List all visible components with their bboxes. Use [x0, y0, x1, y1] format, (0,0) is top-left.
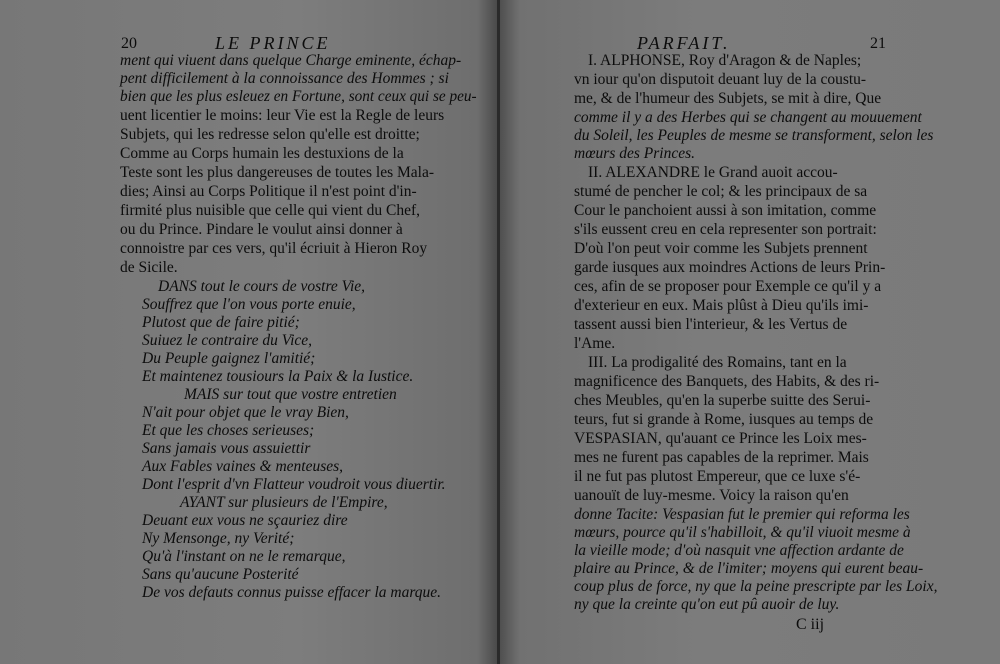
verse-line: Sans qu'aucune Posterité — [142, 566, 299, 583]
text-line: donne Tacite: Vespasian fut le premier qui reforma les — [574, 506, 910, 523]
text-line: bien que les plus esleuez en Fortune, sont ceux qui se peu- — [120, 88, 477, 105]
verse-line: Sans jamais vous assuiettir — [142, 440, 311, 457]
verse-line: Et que les choses serieuses; — [142, 422, 315, 439]
text-line: Teste sont les plus dangereuses de toutes les Mala- — [120, 164, 435, 181]
text-line: connoistre par ces vers, qu'il écriuit à Hieron Roy — [120, 240, 428, 257]
text-line: s'ils eussent creu en cela representer son portrait: — [574, 221, 877, 238]
text-line: magnificence des Banquets, des Habits, & des ri- — [574, 373, 880, 390]
text-line: dies; Ainsi au Corps Politique il n'est point d'in- — [120, 183, 417, 200]
text-line: plaire au Prince, & de l'imiter; moyens qui eurent beau- — [574, 560, 924, 577]
text-line: III. La prodigalité des Romains, tant en la — [588, 354, 847, 371]
text-line: mœurs des Princes. — [574, 145, 695, 162]
text-line: me, & de l'humeur des Subjets, se mit à dire, Que — [574, 90, 882, 107]
verse-line: DANS tout le cours de vostre Vie, — [158, 278, 366, 295]
verse-line: Suiuez le contraire du Vice, — [142, 332, 313, 349]
verse-line: Souffrez que l'on vous porte enuie, — [142, 296, 356, 313]
text-line: ces, afin de se proposer pour Exemple ce qu'il y a — [574, 278, 882, 295]
verse-line: N'ait pour objet que le vray Bien, — [142, 404, 349, 421]
text-line: du Soleil, les Peuples de mesme se transforment, selon les — [574, 127, 934, 144]
page-number: 21 — [870, 35, 886, 52]
text-line: ment qui viuent dans quelque Charge eminente, échap- — [120, 52, 462, 69]
text-line: coup plus de force, ny que la peine prescripte par les Loix, — [574, 578, 938, 595]
verse-line: MAIS sur tout que vostre entretien — [184, 386, 397, 403]
text-line: D'où l'on peut voir comme les Subjets prennent — [574, 240, 868, 257]
right-page — [500, 0, 1000, 664]
text-line: II. ALEXANDRE le Grand auoit accou- — [588, 164, 838, 181]
verse-line: Aux Fables vaines & menteuses, — [142, 458, 344, 475]
text-line: il ne fut pas plutost Empereur, que ce luxe s'é- — [574, 468, 861, 485]
text-line: stumé de pencher le col; & les principaux de sa — [574, 183, 868, 200]
text-line: mœurs, pource qu'il s'habilloit, & qu'il viuoit mesme à — [574, 524, 911, 541]
text-line: garde iusques aux moindres Actions de leurs Prin- — [574, 259, 886, 276]
text-line: la vieille mode; d'où nasquit vne affection ardante de — [574, 542, 904, 559]
text-line: uanouït de luy-mesme. Voicy la raison qu'en — [574, 487, 849, 504]
verse-line: Plutost que de faire pitié; — [142, 314, 300, 331]
text-line: comme il y a des Herbes qui se changent au mouuement — [574, 109, 922, 126]
text-line: firmité plus nuisible que celle qui vient du Chef, — [120, 202, 421, 219]
verse-line: Dont l'esprit d'vn Flatteur voudroit vous diuertir. — [142, 476, 446, 493]
verse-line: Ny Mensonge, ny Verité; — [142, 530, 295, 547]
text-line: tassent aussi bien l'interieur, & les Vertus de — [574, 316, 848, 333]
verse-line: De vos defauts connus puisse effacer la marque. — [142, 584, 442, 601]
text-line: uent licentier le moins: leur Vie est la Regle de leurs — [120, 107, 445, 124]
verse-line: AYANT sur plusieurs de l'Empire, — [180, 494, 388, 511]
text-line: pent difficilement à la connoissance des Hommes ; si — [120, 70, 449, 87]
text-line: de Sicile. — [120, 259, 178, 276]
text-line: Comme au Corps humain les destuxions de la — [120, 145, 404, 162]
text-line: ches Meubles, qu'en la superbe suitte des Serui- — [574, 392, 871, 409]
verse-line: Qu'à l'instant on ne le remarque, — [142, 548, 346, 565]
page-number: 20 — [121, 35, 137, 52]
text-line: Subjets, qui les redresse selon qu'elle est droitte; — [120, 126, 420, 143]
text-line: Cour le panchoient aussi à son imitation, comme — [574, 202, 877, 219]
verse-line: Du Peuple gaignez l'amitié; — [142, 350, 316, 367]
text-line: VESPASIAN, qu'auant ce Prince les Loix mes- — [574, 430, 867, 447]
signature-mark: C iij — [796, 616, 825, 633]
text-line: vn iour qu'on disputoit deuant luy de la coustu- — [574, 71, 867, 88]
text-line: teurs, fut si grande à Rome, iusques au temps de — [574, 411, 874, 428]
text-line: ou du Prince. Pindare le voulut ainsi donner à — [120, 221, 403, 238]
text-line: d'exterieur en eux. Mais plûst à Dieu qu'ils imi- — [574, 297, 869, 314]
text-line: l'Ame. — [574, 335, 616, 352]
verse-line: Et maintenez tousiours la Paix & la Iustice. — [142, 368, 414, 385]
text-line: I. ALPHONSE, Roy d'Aragon & de Naples; — [588, 52, 862, 69]
text-line: mes ne furent pas capables de la reprimer. Mais — [574, 449, 869, 466]
running-head: LE PRINCE — [215, 33, 331, 53]
running-head: PARFAIT. — [637, 33, 731, 53]
text-line: ny que la creinte qu'on eut pû auoir de luy. — [574, 596, 840, 613]
verse-line: Deuant eux vous ne sçauriez dire — [142, 512, 348, 529]
